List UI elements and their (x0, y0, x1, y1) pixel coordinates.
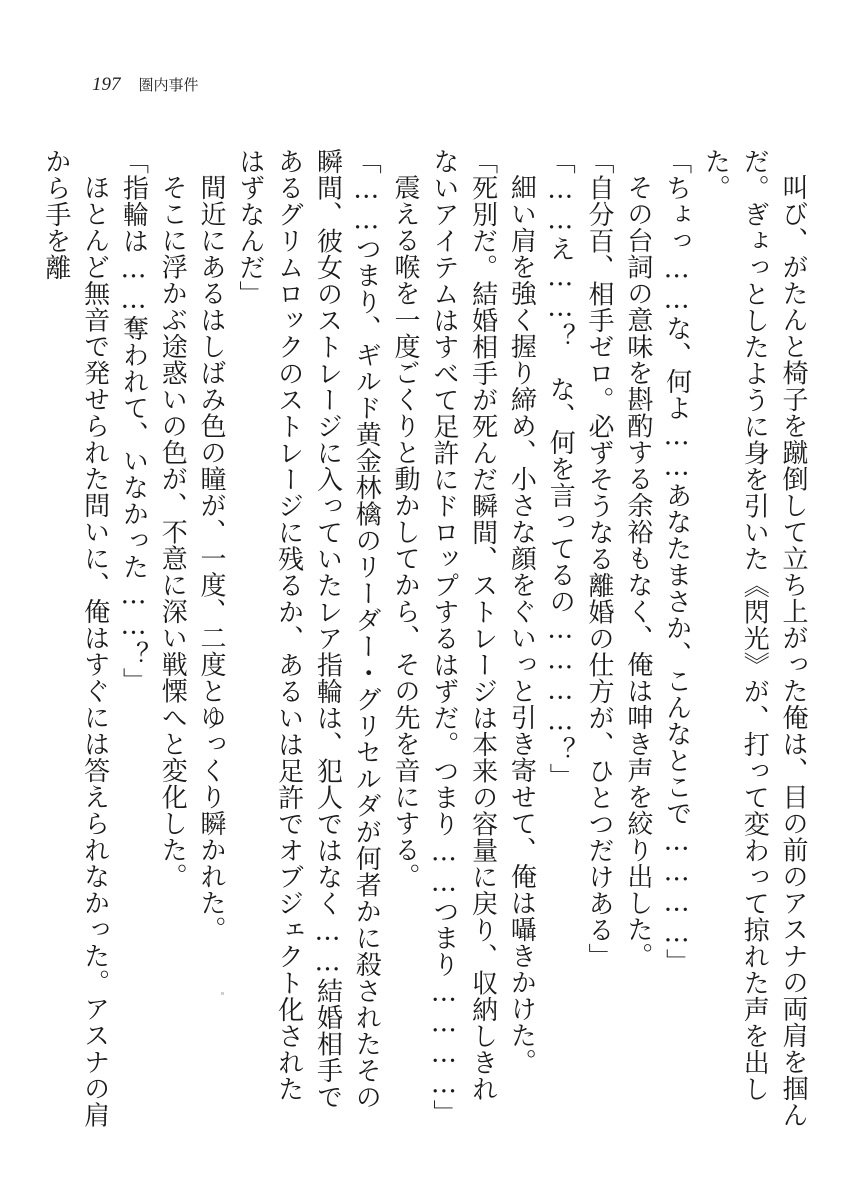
paragraph-7: 「死別だ。結婚相手が死んだ瞬間、ストレージは本来の容量に戻り、収納しきれないアイテムはすべて足許にドロップするはずだ。つまり……つまり…………」 (428, 148, 498, 1126)
paragraph-13: ほとんど無音で発せられた問いに、俺はすぐには答えられなかった。アスナの肩から手を離 (40, 148, 110, 1128)
page-center-dot (221, 992, 224, 995)
paragraph-8: 震える喉を一度ごくりと動かしてから、その先を音にする。 (390, 174, 421, 890)
paragraph-9: 「……つまり、ギルド黄金林檎のリーダー・グリセルダが何者かに殺されたその瞬間、彼女のストレージに入っていたレア指輪は、犯人ではなく……結婚相手であるグリムロックのストレージに残るか、あるいは足許でオブジェクト化されたはずなんだ」 (234, 148, 382, 1110)
chapter-title: 圏内事件 (138, 76, 199, 94)
vertical-body-text (40, 148, 812, 1128)
paragraph-5: 「……え……？ な、何を言ってるの…………？」 (545, 148, 576, 790)
paragraph-4: 「自分百、相手ゼロ。必ずそうなる離婚の仕方が、ひとつだけある」 (584, 148, 615, 970)
paragraph-2: 「ちょっ……な、何よ……あなたまさか、こんなとこで…………」 (661, 148, 692, 975)
paragraph-6: 細い肩を強く握り締め、小さな顔をぐいっと引き寄せて、俺は囁きかけた。 (506, 174, 537, 1075)
paragraph-10: 間近にあるはしばみ色の瞳が、一度、二度とゆっくり瞬かれた。 (196, 174, 227, 943)
page-number: 197 (92, 74, 121, 95)
paragraph-12: 「指輪は……奪われて、いなかった……？」 (118, 148, 149, 694)
paragraph-11: そこに浮かぶ途惑いの色が、不意に深い戦慄へと変化した。 (157, 174, 188, 890)
paragraph-3: その台詞の意味を斟酌する余裕もなく、俺は呻き声を絞り出した。 (622, 174, 653, 969)
running-header (92, 74, 199, 102)
paragraph-1: 叫び、がたんと椅子を蹴倒して立ち上がった俺は、目の前のアスナの両肩を掴んだ。ぎょっとしたように身を引いた《閃光》が、打って変わって掠れた声を出した。 (700, 148, 808, 1128)
